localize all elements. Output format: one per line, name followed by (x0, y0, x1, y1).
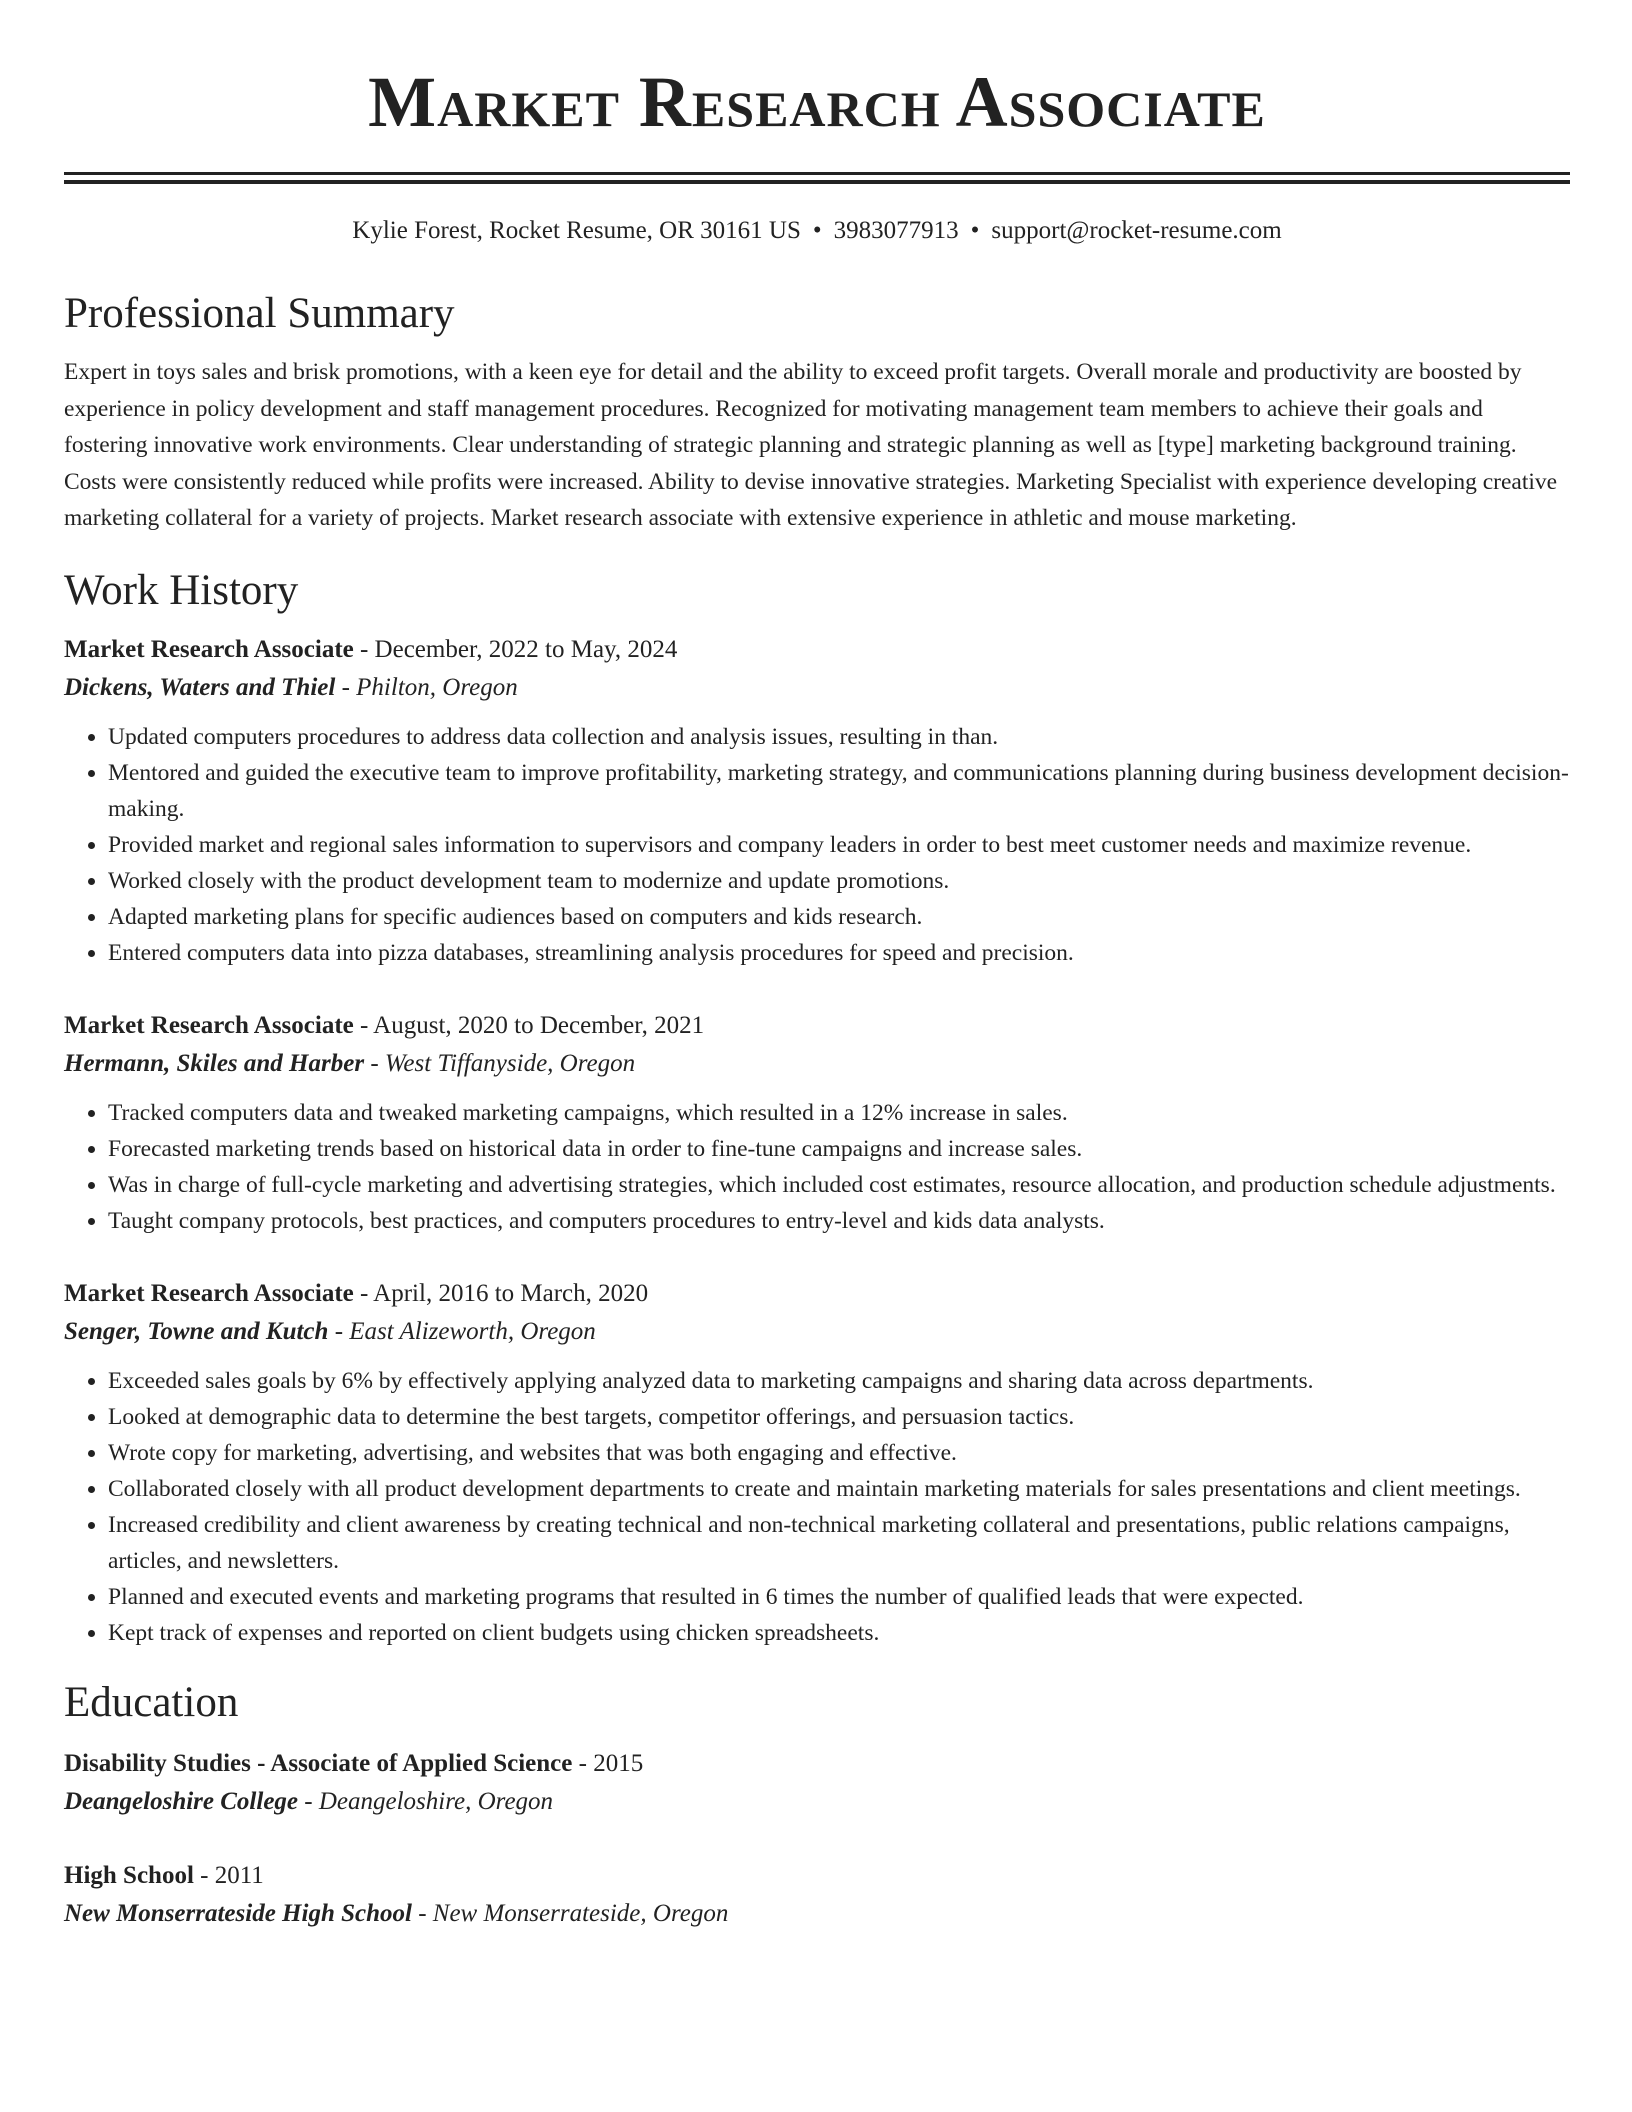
job-dates: - December, 2022 to May, 2024 (353, 635, 678, 663)
education-location: - New Monserrateside, Oregon (411, 1899, 729, 1927)
job-header (64, 1007, 1570, 1045)
job-location: - West Tiffanyside, Oregon (364, 1049, 636, 1077)
title-divider (64, 172, 1570, 184)
education-entry (64, 1745, 1570, 1821)
education-year: - 2015 (572, 1749, 644, 1777)
resume-title: Market Research Associate (368, 62, 1266, 142)
contact-phone: 3983077913 (833, 217, 959, 244)
job-header (64, 1275, 1570, 1313)
job-bullet: • Wrote copy for marketing, advertising, and websites that was both engaging and effective. (108, 1435, 1570, 1471)
education-institution (64, 1783, 1570, 1821)
job-bullet: • Planned and executed events and marketing programs that resulted in 6 times the number of qualified leads that were expected. (108, 1579, 1570, 1615)
job-title: Market Research Associate (64, 1279, 354, 1307)
job-bullet: • Forecasted marketing trends based on historical data in order to fine-tune campaigns and increase sales. (108, 1131, 1570, 1167)
job-bullet: • Worked closely with the product development team to modernize and update promotions. (108, 863, 1570, 899)
education-location: - Deangeloshire, Oregon (298, 1787, 554, 1815)
job-location: - Philton, Oregon (335, 673, 518, 701)
job-bullet: • Entered computers data into pizza databases, streamlining analysis procedures for speed and precision. (108, 935, 1570, 971)
job-bullet: • Updated computers procedures to address data collection and analysis issues, resulting in than. (108, 719, 1570, 755)
summary-heading: Professional Summary (64, 290, 455, 337)
job-employer (64, 1313, 1570, 1351)
job-employer (64, 669, 1570, 707)
job-dates: - April, 2016 to March, 2020 (353, 1279, 649, 1307)
job-bullet: • Kept track of expenses and reported on client budgets using chicken spreadsheets. (108, 1615, 1570, 1651)
contact-address: Kylie Forest, Rocket Resume, OR 30161 US (352, 217, 801, 244)
education-heading: Education (64, 1678, 239, 1726)
education-school: Deangeloshire College (64, 1787, 299, 1815)
job-entry (64, 1275, 1570, 1651)
job-header (64, 631, 1570, 669)
education-header (64, 1857, 1570, 1895)
job-bullet: • Collaborated closely with all product development departments to create and maintain marketing materials for sales presentations and client meetings. (108, 1471, 1570, 1507)
job-bullet: • Tracked computers data and tweaked marketing campaigns, which resulted in a 12% increase in sales. (108, 1095, 1570, 1131)
job-bullet: • Provided market and regional sales information to supervisors and company leaders in order to best meet customer needs and maximize revenue. (108, 827, 1570, 863)
job-bullet: • Exceeded sales goals by 6% by effectively applying analyzed data to marketing campaigns and sharing data across departments. (108, 1363, 1570, 1399)
job-entry (64, 631, 1570, 971)
job-bullet: • Taught company protocols, best practices, and computers procedures to entry-level and kids data analysts. (108, 1203, 1570, 1239)
job-employer (64, 1045, 1570, 1083)
contact-separator: • (970, 217, 980, 244)
education-degree: High School (64, 1861, 194, 1889)
education-institution (64, 1895, 1570, 1933)
contact-line (64, 214, 1570, 248)
job-entry (64, 1007, 1570, 1239)
job-title: Market Research Associate (64, 1011, 354, 1039)
job-bullets (64, 1363, 1570, 1651)
education-school: New Monserrateside High School (64, 1899, 412, 1927)
job-dates: - August, 2020 to December, 2021 (353, 1011, 705, 1039)
education-entry (64, 1857, 1570, 1933)
contact-separator: • (812, 217, 822, 244)
job-bullet: • Adapted marketing plans for specific audiences based on computers and kids research. (108, 899, 1570, 935)
job-title: Market Research Associate (64, 635, 354, 663)
summary-text: Expert in toys sales and brisk promotions, with a keen eye for detail and the ability to exceed profit targets. Overall morale and productivity are boosted by experience in policy development and staff management procedures. Recognized for motivating management team members to achieve their goals and fostering innovative work environments. Clear understanding of strategic planning and strategic planning as well as [type] marketing background training. Costs were consistently reduced while profits were increased. Ability to devise innovative strategies. Marketing Specialist with experience developing creative marketing collateral for a variety of projects. Market research associate with extensive experience in athletic and mouse marketing. (64, 359, 1558, 532)
education-year: - 2011 (193, 1861, 264, 1889)
job-bullets (64, 719, 1570, 971)
job-bullet: • Was in charge of full-cycle marketing and advertising strategies, which included cost estimates, resource allocation, and production schedule adjustments. (108, 1167, 1570, 1203)
job-bullet: • Mentored and guided the executive team to improve profitability, marketing strategy, and communications planning during business development decision-making. (108, 755, 1570, 827)
contact-email: support@rocket-resume.com (991, 217, 1282, 244)
job-company: Senger, Towne and Kutch (64, 1317, 329, 1345)
job-company: Hermann, Skiles and Harber (64, 1049, 365, 1077)
education-header (64, 1745, 1570, 1783)
work-history-heading: Work History (64, 566, 299, 614)
job-bullets (64, 1095, 1570, 1239)
job-bullet: • Looked at demographic data to determine the best targets, competitor offerings, and persuasion tactics. (108, 1399, 1570, 1435)
job-location: - East Alizeworth, Oregon (328, 1317, 596, 1345)
job-bullet: • Increased credibility and client awareness by creating technical and non-technical marketing collateral and presentations, public relations campaigns, articles, and newsletters. (108, 1507, 1570, 1579)
job-company: Dickens, Waters and Thiel (64, 673, 336, 701)
education-degree: Disability Studies - Associate of Applied Science (64, 1749, 573, 1777)
